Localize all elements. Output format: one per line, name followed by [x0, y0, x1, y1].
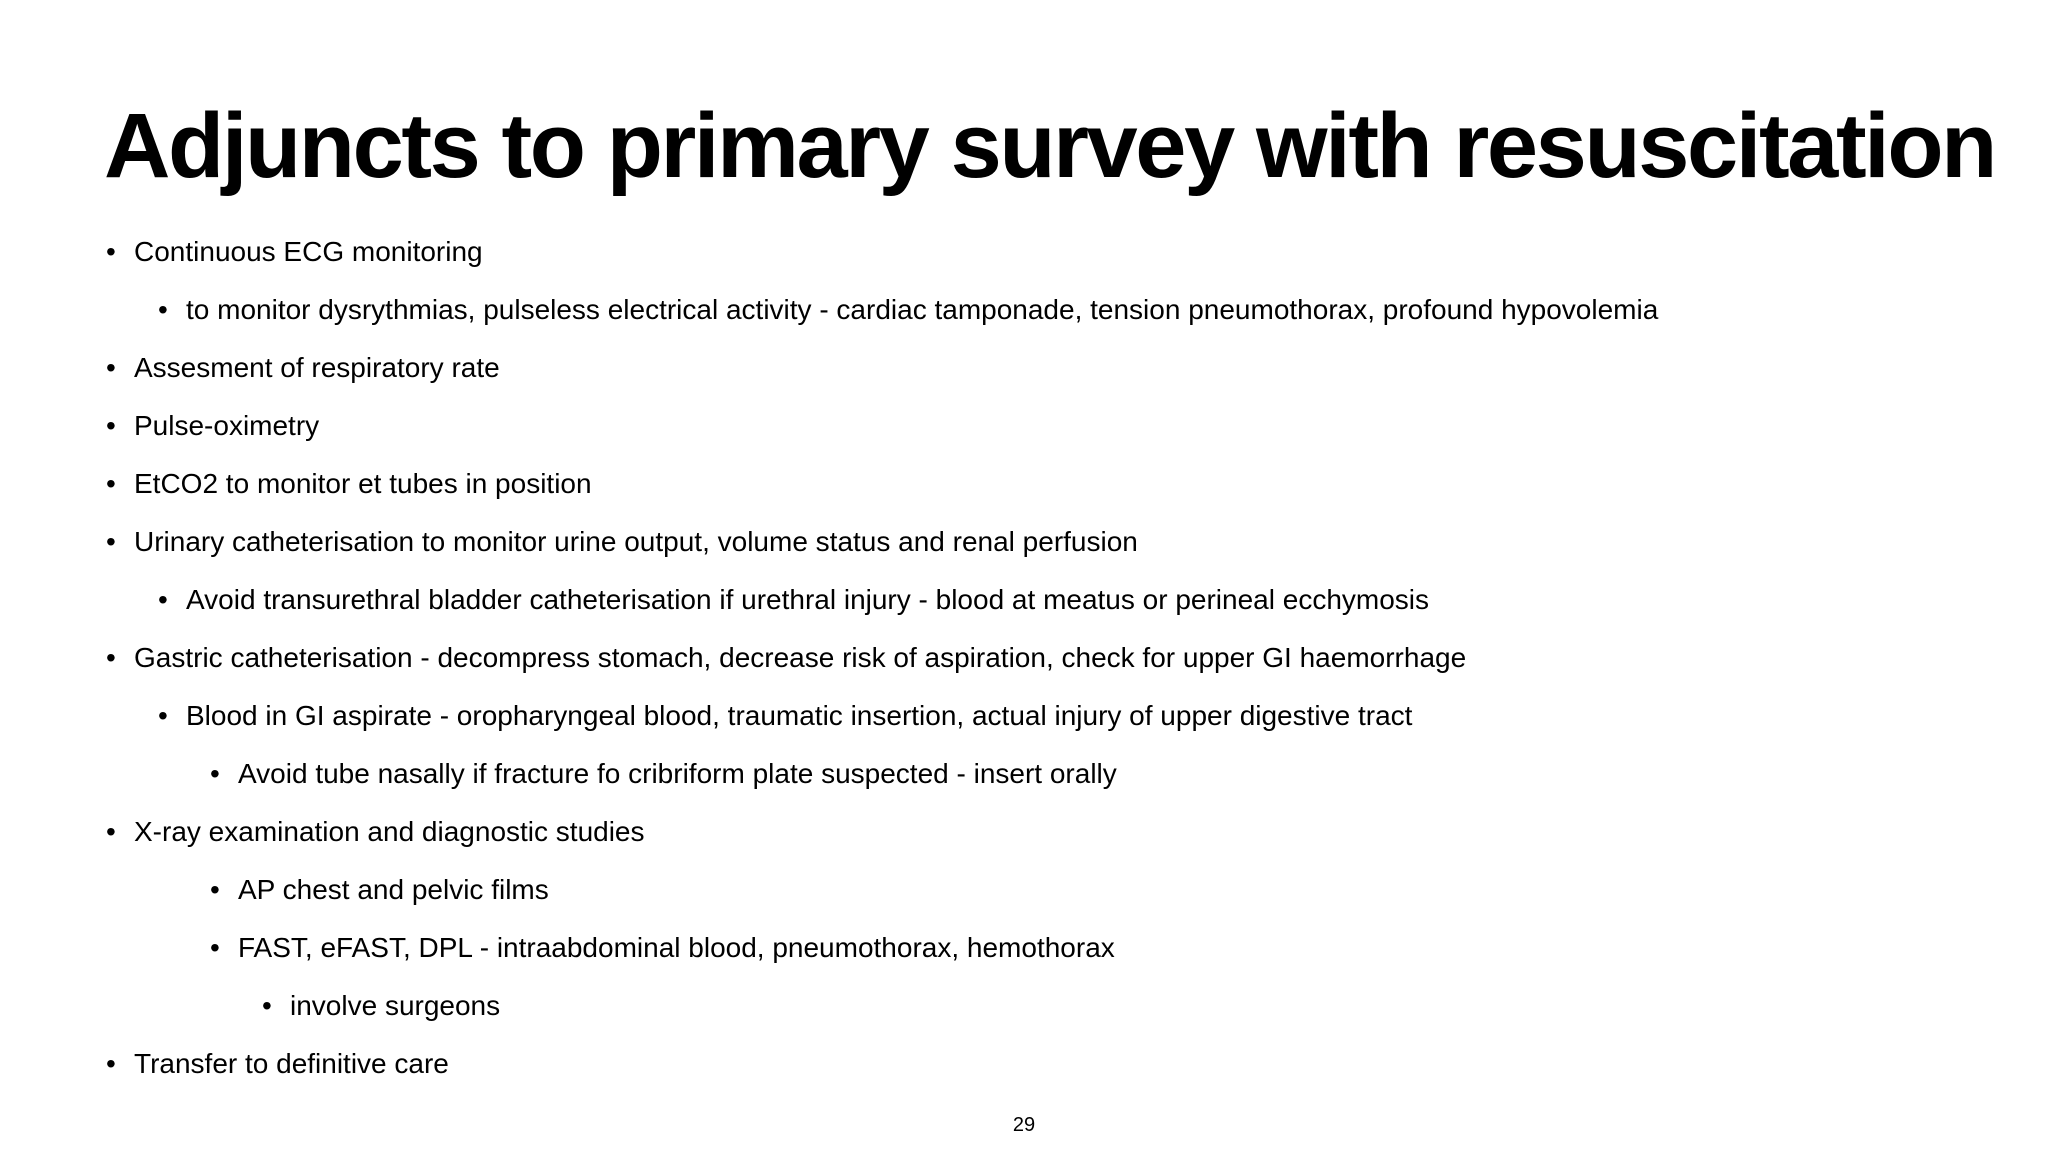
bullet-glyph: • [106, 352, 116, 383]
bullet-text: Blood in GI aspirate - oropharyngeal blood, traumatic insertion, actual injury of upper digestive tract [186, 700, 1413, 731]
bullet-glyph: • [106, 1048, 116, 1079]
bullet-glyph: • [106, 526, 116, 557]
bullet-text: Continuous ECG monitoring [134, 236, 483, 267]
bullet-glyph: • [210, 874, 220, 905]
bullet-glyph: • [158, 700, 168, 731]
bullet-text: Avoid tube nasally if fracture fo cribriform plate suspected - insert orally [238, 758, 1117, 789]
bullet-glyph: • [106, 410, 116, 441]
bullet-text: X-ray examination and diagnostic studies [134, 816, 645, 847]
slide-title: Adjuncts to primary survey with resuscitation [104, 95, 1995, 197]
bullet-glyph: • [210, 758, 220, 789]
bullet-glyph: • [106, 642, 116, 673]
bullet-text: Transfer to definitive care [134, 1048, 449, 1079]
bullet-glyph: • [262, 990, 272, 1021]
bullet-text: Avoid transurethral bladder catheterisation if urethral injury - blood at meatus or perineal ecchymosis [186, 584, 1430, 615]
bullet-glyph: • [158, 584, 168, 615]
bullet-text: Urinary catheterisation to monitor urine output, volume status and renal perfusion [134, 526, 1138, 557]
bullet-glyph: • [158, 294, 168, 325]
bullet-glyph: • [106, 236, 116, 267]
bullet-text: EtCO2 to monitor et tubes in position [134, 468, 592, 499]
bullet-glyph: • [106, 468, 116, 499]
page-number: 29 [1012, 1114, 1036, 1136]
bullet-glyph: • [106, 816, 116, 847]
bullet-text: Assesment of respiratory rate [134, 352, 500, 383]
bullet-glyph: • [210, 932, 220, 963]
bullet-text: Gastric catheterisation - decompress stomach, decrease risk of aspiration, check for upper GI haemorrhage [134, 642, 1467, 673]
bullet-text: involve surgeons [290, 990, 501, 1021]
bullet-text: to monitor dysrythmias, pulseless electrical activity - cardiac tamponade, tension pneumothorax, profound hypovolemia [186, 294, 1659, 325]
bullet-text: Pulse-oximetry [134, 410, 320, 441]
bullet-text: AP chest and pelvic films [238, 874, 549, 905]
bullet-text: FAST, eFAST, DPL - intraabdominal blood, pneumothorax, hemothorax [238, 932, 1115, 963]
